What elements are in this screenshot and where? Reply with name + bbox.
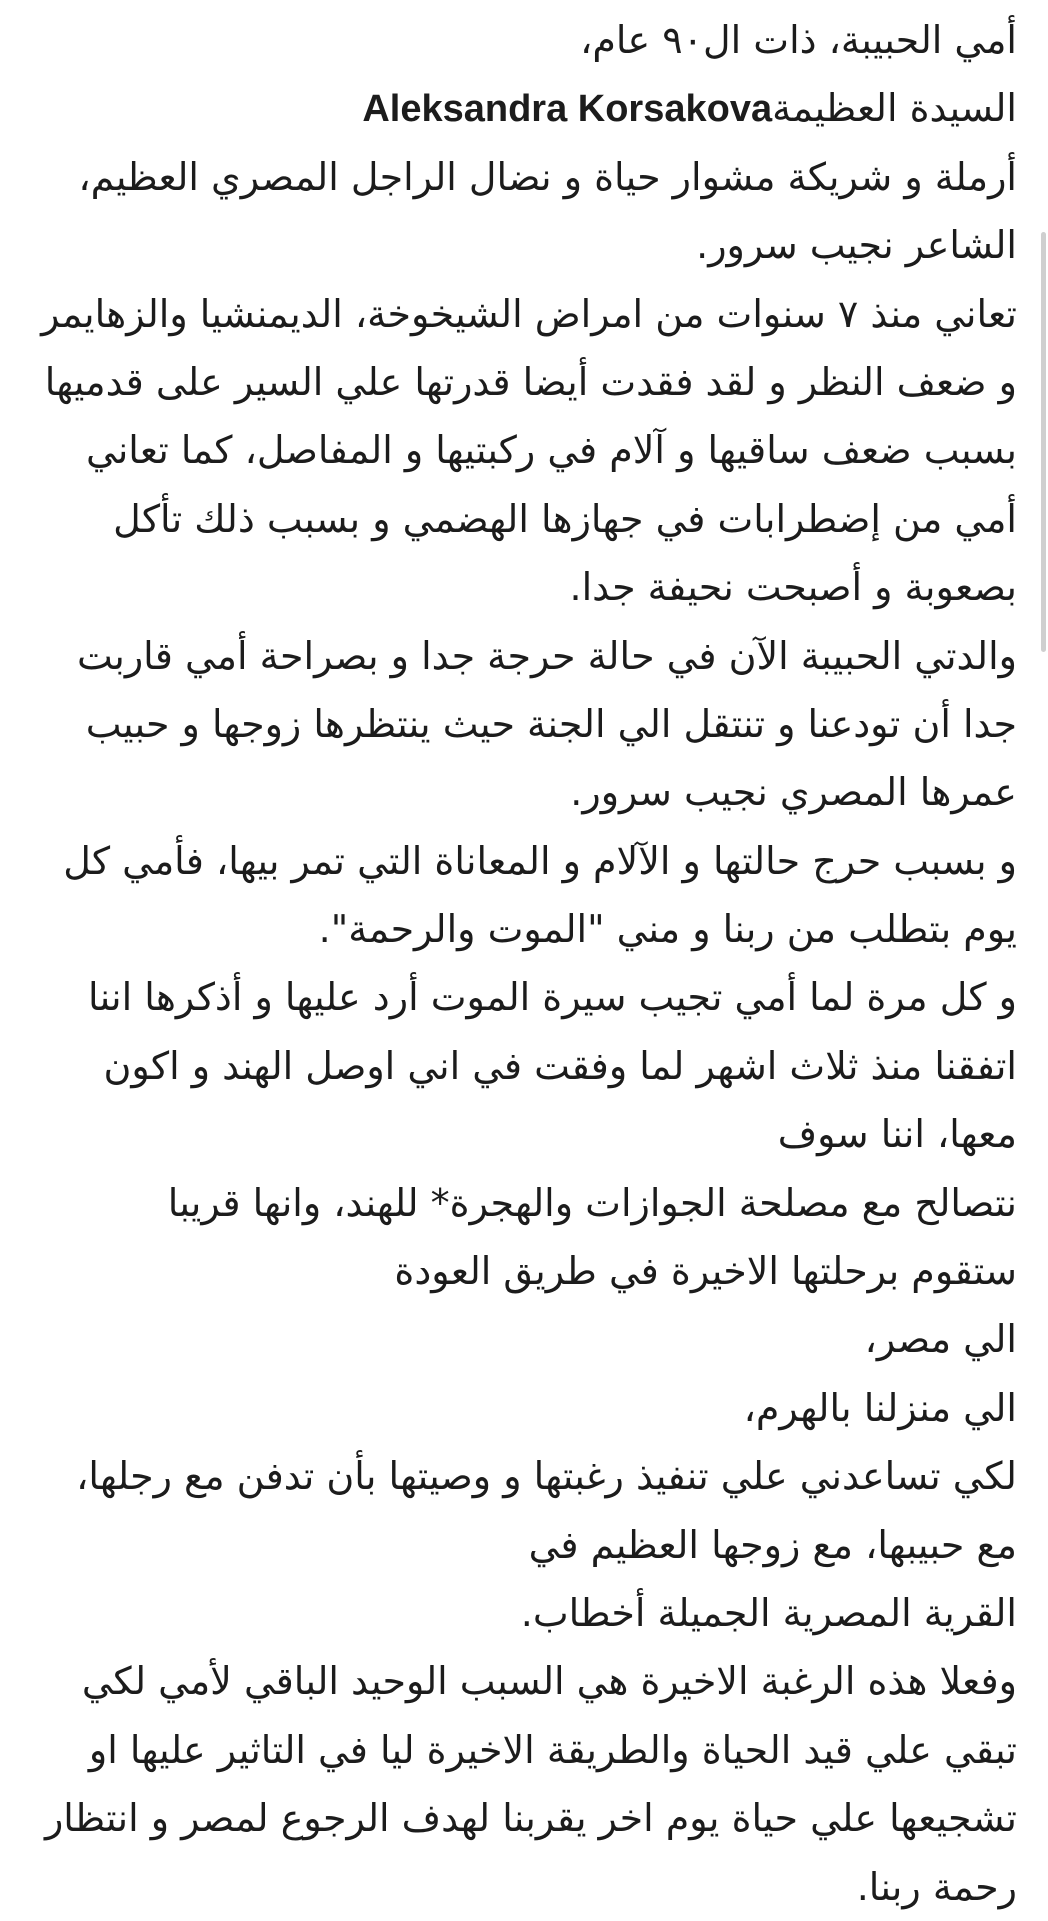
- text-line: بصعوبة و أصبحت نحيفة جدا.: [569, 565, 1017, 610]
- text-line: جدا أن تودعنا و تنتقل الي الجنة حيث ينتظرها زوجها و حبيب: [85, 701, 1017, 746]
- text-line: معها، اننا سوف: [777, 1112, 1017, 1157]
- text-line: نتصالح مع مصلحة الجوازات والهجرة* للهند، وانها قريبا: [167, 1180, 1017, 1225]
- text-line: الي منزلنا بالهرم،: [743, 1385, 1017, 1430]
- text-line: القرية المصرية الجميلة أخطاب.: [520, 1590, 1017, 1635]
- text-line: رحمة ربنا.: [856, 1864, 1017, 1909]
- text-line: والدتي الحبيبة الآن في حالة حرجة جدا و بصراحة أمي قاربت: [76, 633, 1017, 678]
- greeting-line: أمي الحبيبة، ذات ال٩٠ عام،: [580, 18, 1017, 62]
- text-line: تبقي علي قيد الحياة والطريقة الاخيرة ليا في التاثير عليها او: [88, 1727, 1017, 1772]
- text-line: بسبب ضعف ساقيها و آلام في ركبتيها و المفاصل، كما تعاني: [86, 428, 1017, 473]
- text-line: ستقوم برحلتها الاخيرة في طريق العودة: [394, 1249, 1017, 1294]
- text-line: عمرها المصري نجيب سرور.: [570, 770, 1017, 815]
- text-line: أمي من إضطرابات في جهازها الهضمي و بسبب ذلك تأكل: [113, 496, 1017, 541]
- addressee-title: السيدة العظيمة: [772, 86, 1017, 131]
- text-line: الي مصر،: [864, 1317, 1017, 1362]
- text-line: وفعلا هذه الرغبة الاخيرة هي السبب الوحيد الباقي لأمي لكي: [81, 1659, 1017, 1704]
- scrollbar[interactable]: [1041, 232, 1046, 652]
- text-line: و بسبب حرج حالتها و الآلام و المعاناة التي تمر بيها، فأمي كل: [63, 838, 1017, 883]
- addressee-name: Aleksandra Korsakova: [362, 88, 773, 131]
- text-line: يوم بتطلب من ربنا و مني "الموت والرحمة".: [318, 907, 1017, 952]
- text-line: و ضعف النظر و لقد فقدت أيضا قدرتها علي السير على قدميها: [44, 359, 1017, 404]
- text-line: تشجيعها علي حياة يوم اخر يقربنا لهدف الرجوع لمصر و انتظار: [44, 1796, 1017, 1841]
- text-line: تعاني منذ ٧ سنوات من امراض الشيخوخة، الديمنشيا والزهايمر: [41, 291, 1017, 336]
- text-line: مع حبيبها، مع زوجها العظيم في: [528, 1522, 1017, 1567]
- letter-text: [22, 6, 1017, 1921]
- addressee-line: [22, 74, 1017, 142]
- text-line: أرملة و شريكة مشوار حياة و نضال الراجل المصري العظيم،: [78, 154, 1017, 199]
- text-line: لكي تساعدني علي تنفيذ رغبتها و وصيتها بأن تدفن مع رجلها،: [76, 1454, 1017, 1499]
- text-line: الشاعر نجيب سرور.: [696, 223, 1017, 268]
- text-line: و كل مرة لما أمي تجيب سيرة الموت أرد عليها و أذكرها اننا: [87, 975, 1017, 1020]
- text-line: اتفقنا منذ ثلاث اشهر لما وفقت في اني اوصل الهند و اكون: [103, 1043, 1017, 1088]
